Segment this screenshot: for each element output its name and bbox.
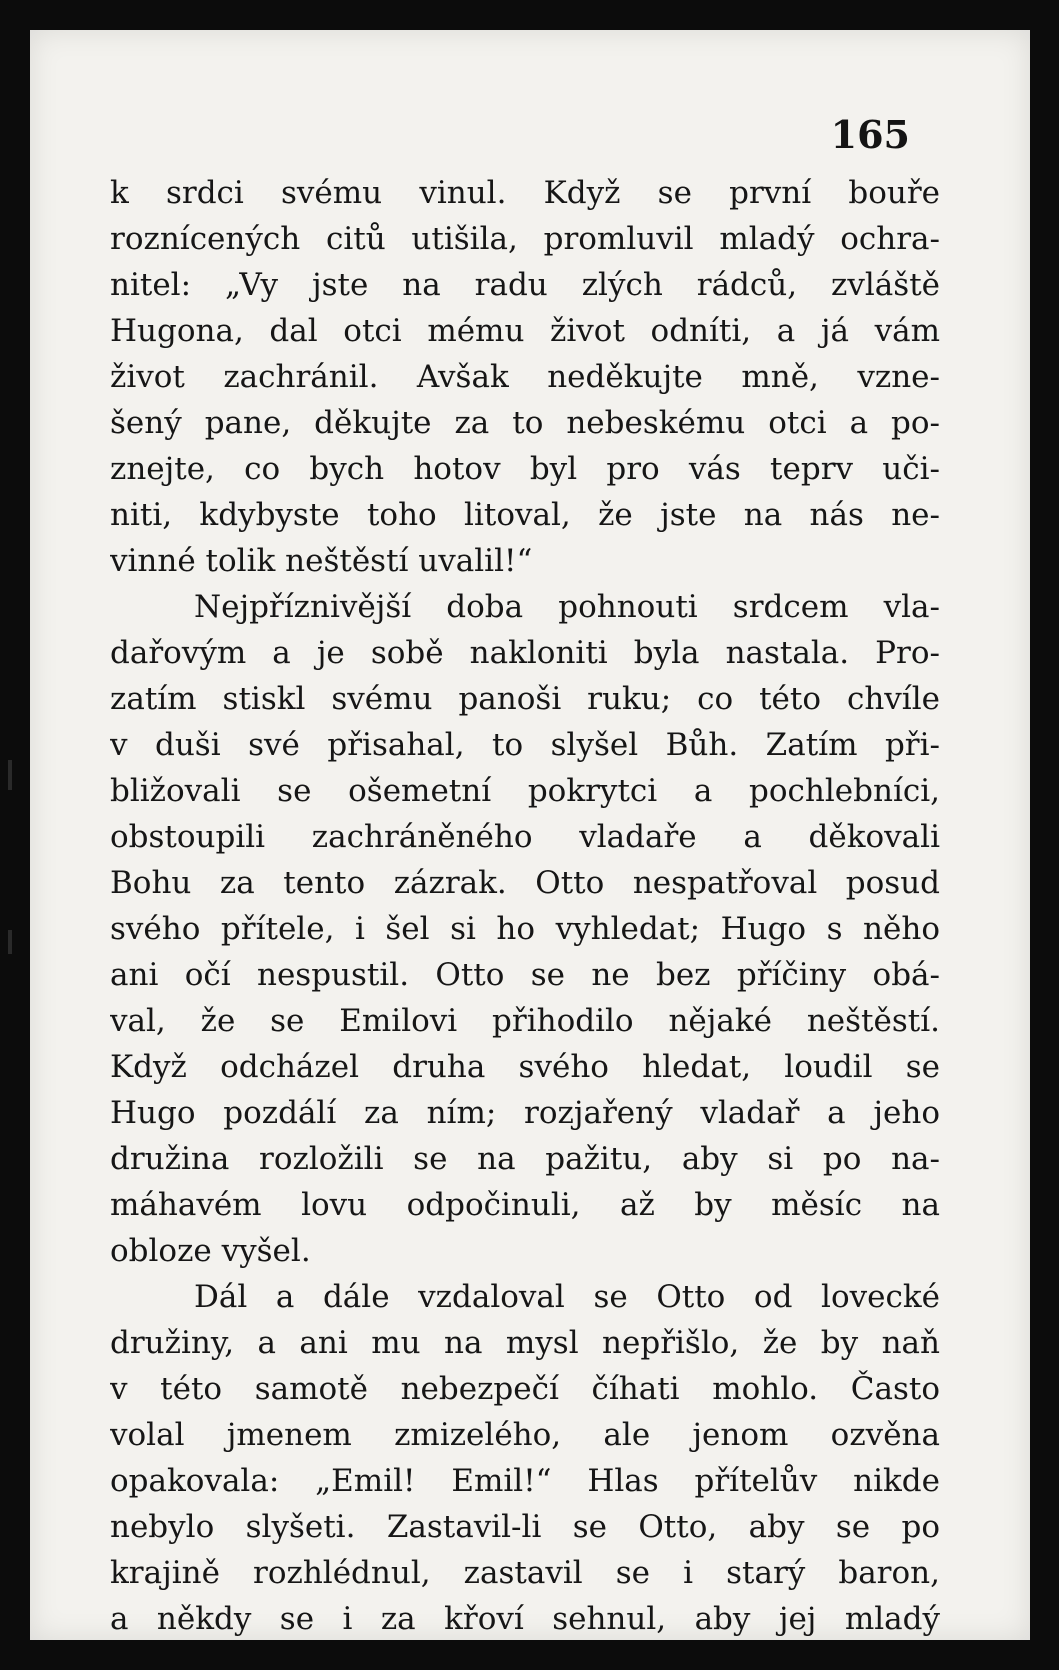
text-line: Hugona, dal otci mému život odníti, a já vám [110, 313, 940, 349]
text-line: Bohu za tento zázrak. Otto nespatřoval posud [110, 865, 940, 901]
text-line: šený pane, děkujte za to nebeskému otci a po- [110, 405, 940, 441]
text-line: nebylo slyšeti. Zastavil-li se Otto, aby se po [110, 1509, 940, 1545]
text-line: nitel: „Vy jste na radu zlých rádců, zvláště [110, 267, 940, 303]
text-line: krajině rozhlédnul, zastavil se i starý baron, [110, 1555, 940, 1591]
text-line: bližovali se ošemetní pokrytci a pochlebníci, [110, 773, 940, 809]
text-line: Když odcházel druha svého hledat, loudil se [110, 1049, 940, 1085]
text-line: svého přítele, i šel si ho vyhledat; Hugo s něho [110, 911, 940, 947]
binding-edge-mark [8, 760, 12, 790]
text-line: dařovým a je sobě nakloniti byla nastala. Pro- [110, 635, 940, 671]
text-line: val, že se Emilovi přihodilo nějaké neštěstí. [110, 1003, 940, 1039]
text-line: Dál a dále vzdaloval se Otto od lovecké [194, 1279, 940, 1315]
text-line: družina rozložili se na pažitu, aby si po na- [110, 1141, 940, 1177]
text-line: volal jmenem zmizelého, ale jenom ozvěna [110, 1417, 940, 1453]
text-line: život zachránil. Avšak neděkujte mně, vzne- [110, 359, 940, 395]
text-line: ani očí nespustil. Otto se ne bez příčiny obá- [110, 957, 940, 993]
text-line: znejte, co bych hotov byl pro vás teprv uči- [110, 451, 940, 487]
text-line: v této samotě nebezpečí číhati mohlo. Často [110, 1371, 940, 1407]
text-line: Nejpříznivější doba pohnouti srdcem vla- [194, 589, 940, 625]
text-line: v duši své přisahal, to slyšel Bůh. Zatím při- [110, 727, 940, 763]
body-text [110, 170, 940, 1642]
text-line: obloze vyšel. [110, 1233, 311, 1269]
text-line: obstoupili zachráněného vladaře a děkovali [110, 819, 940, 855]
text-line: niti, kdybyste toho litoval, že jste na nás ne- [110, 497, 940, 533]
book-page [30, 30, 1030, 1640]
page-number: 165 [830, 112, 910, 157]
text-line: vinné tolik neštěstí uvalil!“ [110, 543, 533, 579]
text-line: opakovala: „Emil! Emil!“ Hlas přítelův nikde [110, 1463, 940, 1499]
text-line: družiny, a ani mu na mysl nepřišlo, že by naň [110, 1325, 940, 1361]
text-line: Hugo pozdálí za ním; rozjařený vladař a jeho [110, 1095, 940, 1131]
text-line: k srdci svému vinul. Když se první bouře [110, 175, 940, 211]
text-line: roznícených citů utišila, promluvil mladý ochra- [110, 221, 940, 257]
binding-edge-mark [8, 930, 12, 954]
text-line: máhavém lovu odpočinuli, až by měsíc na [110, 1187, 940, 1223]
text-line: a někdy se i za křoví sehnul, aby jej mladý [110, 1601, 940, 1637]
text-line: zatím stiskl svému panoši ruku; co této chvíle [110, 681, 940, 717]
